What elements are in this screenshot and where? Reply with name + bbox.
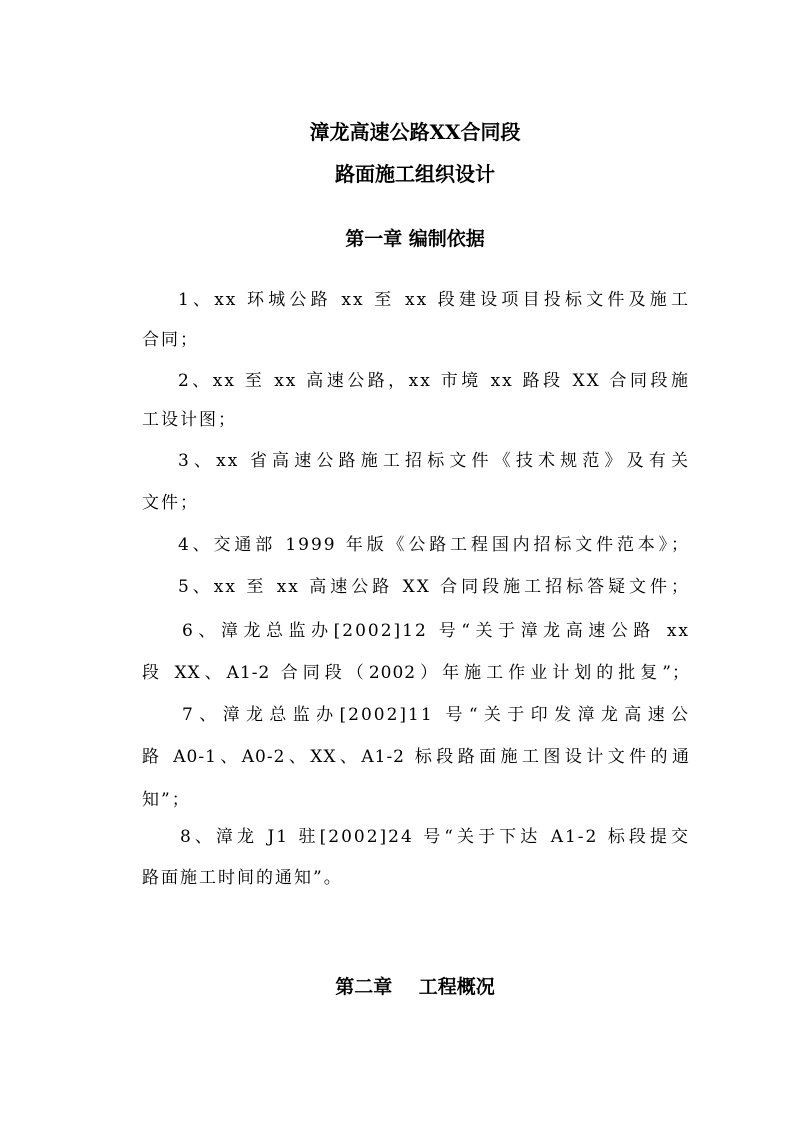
list-item-line: 7、漳龙总监办[2002]11 号“关于印发漳龙高速公 [182, 705, 690, 725]
list-item-line: 路 A0-1、A0-2、XX、A1-2 标段路面施工图设计文件的通 [142, 747, 690, 767]
list-item-line: 3、xx 省高速公路施工招标文件《技术规范》及有关 [178, 451, 690, 471]
list-item-line: 6、漳龙总监办[2002]12 号“关于漳龙高速公路 xx [182, 621, 690, 641]
chapter-heading: 第二章 工程概况 [335, 976, 495, 998]
list-item-line: 1、xx 环城公路 xx 至 xx 段建设项目投标文件及施工 [178, 290, 690, 310]
document-title: 漳龙高速公路XX合同段 [309, 120, 521, 144]
list-item-line: 8、漳龙 J1 驻[2002]24 号“关于下达 A1-2 标段提交 [180, 827, 690, 847]
list-item-line: 知”； [142, 790, 191, 810]
list-item-line: 路面施工时间的通知”。 [142, 868, 343, 888]
list-item-line: 段 XX、A1-2 合同段（2002）年施工作业计划的批复”； [142, 663, 690, 683]
list-item-line: 2、xx 至 xx 高速公路，xx 市境 xx 路段 XX 合同段施 [178, 371, 690, 391]
list-item-line: 4、交通部 1999 年版《公路工程国内招标文件范本》； [178, 535, 690, 555]
document-subtitle: 路面施工组织设计 [335, 162, 495, 186]
list-item-line: 合同； [142, 330, 199, 350]
chapter-heading: 第一章 编制依据 [345, 228, 485, 250]
list-item-line: 5、xx 至 xx 高速公路 XX 合同段施工招标答疑文件； [178, 577, 690, 597]
list-item-line: 文件； [142, 493, 199, 513]
list-item-line: 工设计图； [142, 410, 237, 430]
